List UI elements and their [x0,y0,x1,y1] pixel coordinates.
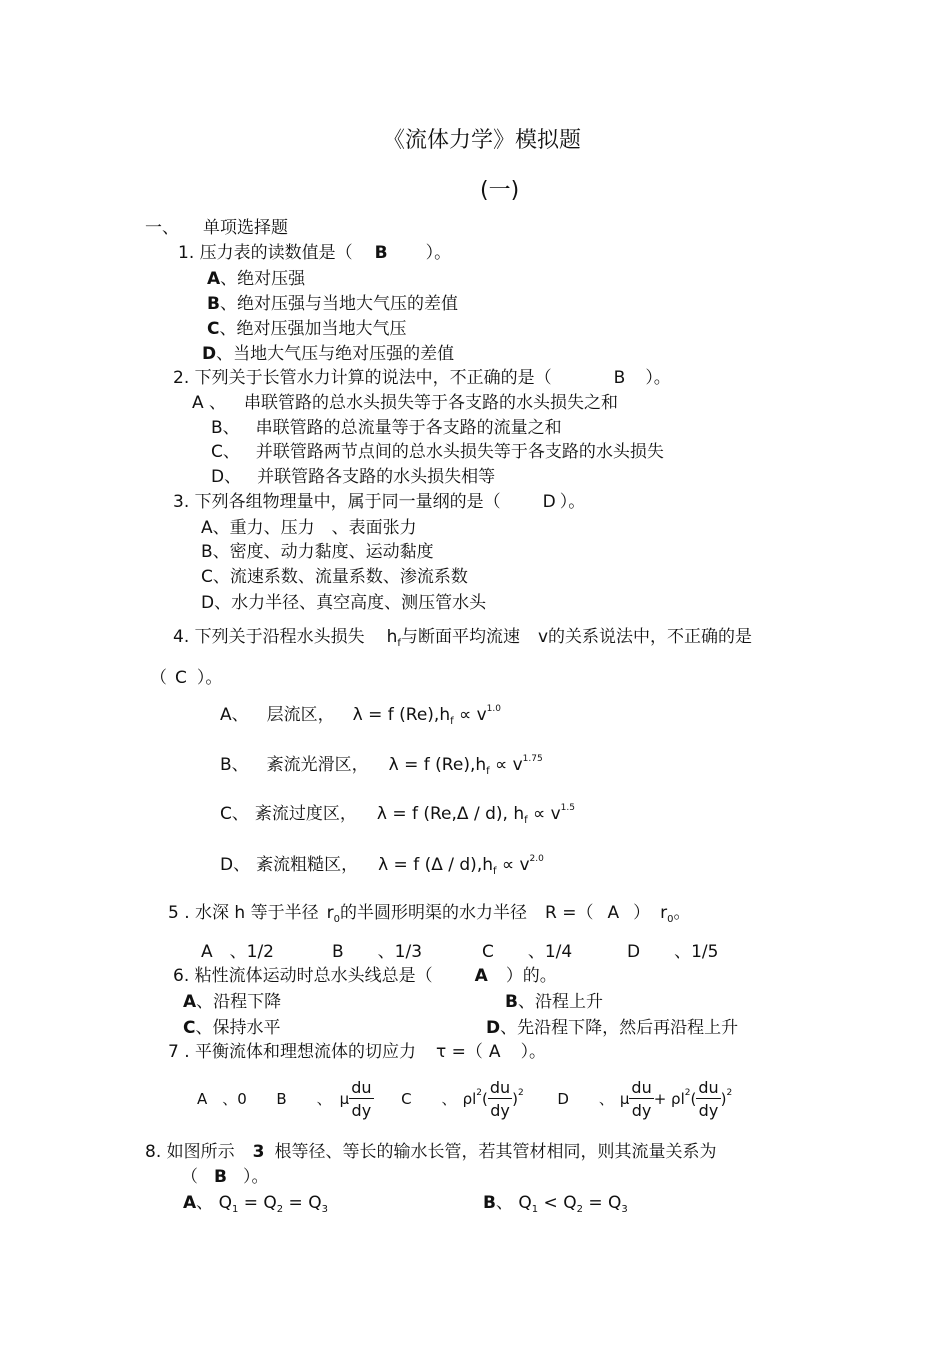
q7-option-d: D 、 μ $\frac{du}{dy}$ + $\rho l^2$( $\frac{du}{dy}$ )$^2$ [557,1078,733,1120]
q6-option-d: D、先沿程下降，然后再沿程上升 [486,1018,739,1038]
q2-option-c: C、 并联管路两节点间的总水头损失等于各支路的水头损失 [211,442,664,462]
q3-option-b: B、密度、动力黏度、运动黏度 [201,542,434,562]
q7-option-c: C 、 $\rho l^2$( $\frac{du}{dy}$ )$^2$ [401,1078,524,1120]
q6-option-a: A、沿程下降 [183,992,282,1012]
q4-option-b: B、 紊流光滑区， λ = f $(Re),h_f \propto v^{1.75}$ [220,754,543,777]
q5-option-a: A 、1/2 [201,942,274,962]
q7-number: 7 . [168,1042,190,1062]
q4-number: 4. [173,627,190,647]
q3-text: 下列各组物理量中，属于同一量纲的是（ [194,492,501,512]
q8-option-b: B、 $Q_1 < Q_2 = Q_3$ [483,1193,628,1215]
q4-answer: C [175,668,187,688]
q2-end: ）。 [645,368,671,388]
q2-option-d: D、 并联管路各支路的水头损失相等 [211,467,496,487]
q1-option-d: D、当地大气压与绝对压强的差值 [202,344,455,364]
q3-answer: D [542,492,556,512]
q7-option-b: B 、 μ $\frac{du}{dy}$ [276,1078,372,1120]
q3-option-c: C、流速系数、流量系数、渗流系数 [201,567,468,587]
q7-option-a: A 、0 [197,1090,247,1108]
q7-options [197,1080,732,1119]
q1-number: 1. [178,243,195,263]
q4-option-c: C、 紊流过度区， λ = f (Re,Δ / d), $h_f \propto v^{1.5}$ [220,803,575,826]
q5-option-d: D 、1/5 [627,942,719,962]
page-subtitle: (一) [480,178,520,203]
q4-answer-line: （ C ）。 [150,668,223,688]
q8-stem: 8. 如图所示 3 根等径、等长的输水长管，若其管材相同，则其流量关系为 [145,1142,717,1162]
q3-stem [173,494,585,511]
section-number: 一、 [145,218,179,238]
q7-stem: 7 . 平衡流体和理想流体的切应力 τ =（ A ）。 [168,1042,547,1062]
q6-stem: 6. 粘性流体运动时总水头线总是（ A ）的。 [173,966,557,986]
q5-answer: A [607,903,620,923]
q8-answer-line: （ B ）。 [181,1167,269,1187]
q1-stem [178,245,451,262]
q4-option-a: A、 层流区， λ = f $(Re),h_f \propto v^{1.0}$ [220,704,501,727]
q6-number: 6. [173,966,190,986]
q2-option-b: B、 串联管路的总流量等于各支路的流量之和 [211,418,562,438]
q3-number: 3. [173,492,190,512]
q1-option-c: C、绝对压强加当地大气压 [207,319,407,339]
q2-stem [173,370,671,387]
q6-option-c: C、保持水平 [183,1018,281,1038]
q1-text: 压力表的读数值是（ [199,243,353,263]
q6-answer: A [474,966,488,986]
q5-stem: 5 . 水深 h 等于半径 $r_0$的半圆形明渠的水力半径 R =（ A ） $r_0$。 [168,903,691,925]
q4-stem: 4. 下列关于沿程水头损失 $h_f$与断面平均流速 v的关系说法中，不正确的是 [173,627,753,649]
q2-number: 2. [173,368,190,388]
q2-answer: B [613,368,626,388]
q3-option-d: D、水力半径、真空高度、测压管水头 [201,593,487,613]
q1-option-a: A、绝对压强 [207,269,306,289]
q5-option-b: B 、1/3 [332,942,423,962]
q7-answer: A [488,1042,501,1062]
q2-text: 下列关于长管水力计算的说法中，不正确的是（ [194,368,552,388]
q8-number: 8. [145,1142,162,1162]
q1-answer: B [374,243,388,263]
q4-option-d: D、 紊流粗糙区， λ = f $(\Delta / d),h_f \propto v^{2.0}$ [220,854,544,877]
q2-option-a: A 、 串联管路的总水头损失等于各支路的水头损失之和 [192,393,619,413]
q3-option-a: A、重力、压力 、表面张力 [201,518,417,538]
section-heading: 单项选择题 [203,218,288,238]
q1-end: ）。 [425,243,452,263]
q8-answer: B [214,1167,227,1187]
q6-option-b: B、沿程上升 [505,992,603,1012]
q5-option-c: C 、1/4 [482,942,573,962]
q5-number: 5 . [168,903,190,923]
page-title: 《流体力学》模拟题 [383,128,582,153]
q3-end: ）。 [559,492,586,512]
q1-option-b: B、绝对压强与当地大气压的差值 [207,294,458,314]
q8-option-a: A、 $Q_1 = Q_2 = Q_3$ [183,1193,328,1215]
